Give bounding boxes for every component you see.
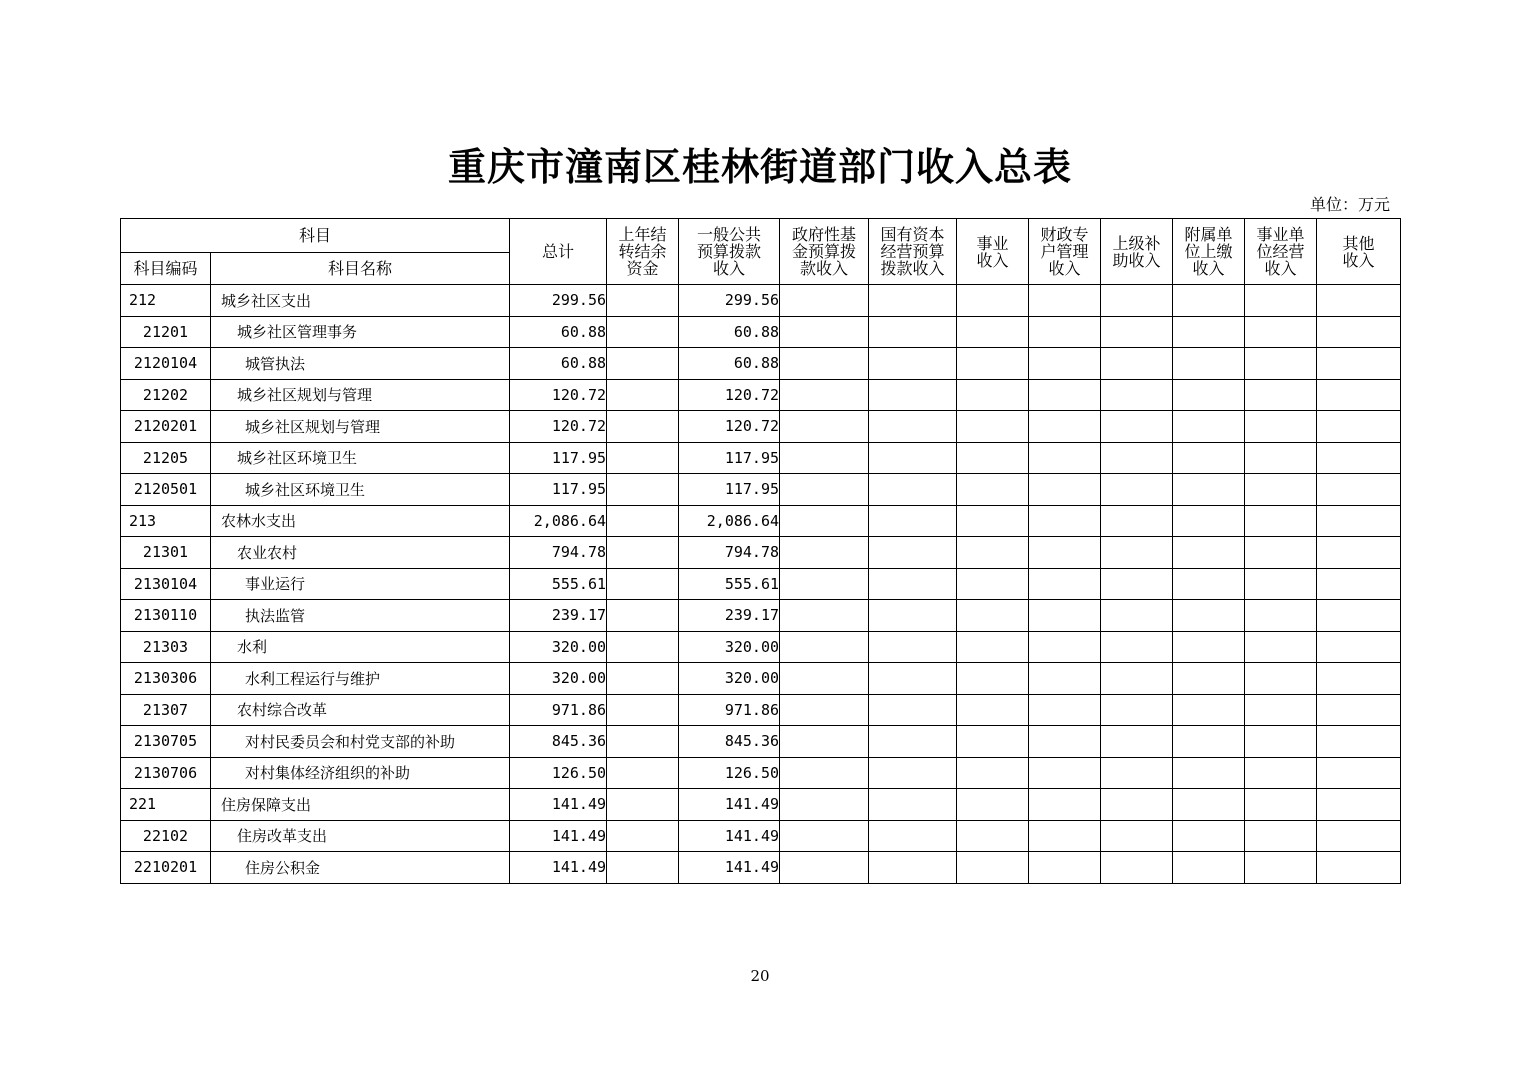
cell-gov-fund <box>780 505 869 537</box>
cell-gov-fund <box>780 316 869 348</box>
header-general-budget: 一般公共 预算拨款 收入 <box>679 219 780 285</box>
cell-gov-fund <box>780 820 869 852</box>
cell-code: 2130104 <box>121 568 211 600</box>
cell-state-capital <box>869 411 957 443</box>
table-row <box>121 631 1401 663</box>
cell-business <box>957 442 1029 474</box>
cell-affiliated <box>1173 789 1245 821</box>
table-row <box>121 411 1401 443</box>
cell-state-capital <box>869 568 957 600</box>
cell-operating <box>1245 757 1317 789</box>
cell-general-budget: 141.49 <box>679 820 780 852</box>
cell-total: 794.78 <box>510 537 607 569</box>
cell-general-budget: 794.78 <box>679 537 780 569</box>
cell-state-capital <box>869 316 957 348</box>
cell-name: 农业农村 <box>211 537 510 569</box>
cell-other <box>1317 285 1401 317</box>
cell-general-budget: 120.72 <box>679 411 780 443</box>
cell-gov-fund <box>780 379 869 411</box>
cell-carryover <box>607 505 679 537</box>
cell-operating <box>1245 537 1317 569</box>
cell-name: 水利 <box>211 631 510 663</box>
cell-operating <box>1245 852 1317 884</box>
cell-state-capital <box>869 694 957 726</box>
cell-business <box>957 600 1029 632</box>
cell-special-account <box>1029 631 1101 663</box>
table-row <box>121 379 1401 411</box>
cell-total: 126.50 <box>510 757 607 789</box>
cell-operating <box>1245 474 1317 506</box>
cell-special-account <box>1029 505 1101 537</box>
cell-operating <box>1245 820 1317 852</box>
cell-special-account <box>1029 379 1101 411</box>
cell-state-capital <box>869 285 957 317</box>
cell-affiliated <box>1173 348 1245 380</box>
cell-affiliated <box>1173 852 1245 884</box>
cell-business <box>957 505 1029 537</box>
cell-general-budget: 60.88 <box>679 316 780 348</box>
cell-total: 555.61 <box>510 568 607 600</box>
cell-name: 住房保障支出 <box>211 789 510 821</box>
cell-code: 21307 <box>121 694 211 726</box>
cell-general-budget: 141.49 <box>679 852 780 884</box>
cell-code: 213 <box>121 505 211 537</box>
cell-carryover <box>607 285 679 317</box>
cell-affiliated <box>1173 537 1245 569</box>
cell-superior-subsidy <box>1101 663 1173 695</box>
cell-gov-fund <box>780 600 869 632</box>
cell-affiliated <box>1173 694 1245 726</box>
page-number: 20 <box>750 967 770 985</box>
cell-gov-fund <box>780 285 869 317</box>
table-row <box>121 505 1401 537</box>
cell-special-account <box>1029 852 1101 884</box>
cell-code: 2130706 <box>121 757 211 789</box>
cell-gov-fund <box>780 852 869 884</box>
cell-carryover <box>607 442 679 474</box>
cell-code: 21303 <box>121 631 211 663</box>
cell-business <box>957 474 1029 506</box>
header-superior-subsidy: 上级补 助收入 <box>1101 219 1173 285</box>
cell-other <box>1317 852 1401 884</box>
cell-operating <box>1245 285 1317 317</box>
cell-total: 971.86 <box>510 694 607 726</box>
cell-affiliated <box>1173 820 1245 852</box>
header-gov-fund: 政府性基 金预算拨 款收入 <box>780 219 869 285</box>
table-row <box>121 852 1401 884</box>
page-title: 重庆市潼南区桂林街道部门收入总表 <box>447 144 1072 189</box>
cell-carryover <box>607 411 679 443</box>
cell-gov-fund <box>780 663 869 695</box>
cell-code: 212 <box>121 285 211 317</box>
cell-superior-subsidy <box>1101 348 1173 380</box>
cell-state-capital <box>869 757 957 789</box>
cell-general-budget: 320.00 <box>679 631 780 663</box>
cell-code: 221 <box>121 789 211 821</box>
cell-business <box>957 820 1029 852</box>
cell-name: 城乡社区规划与管理 <box>211 411 510 443</box>
cell-carryover <box>607 852 679 884</box>
cell-gov-fund <box>780 757 869 789</box>
cell-other <box>1317 694 1401 726</box>
cell-superior-subsidy <box>1101 442 1173 474</box>
cell-affiliated <box>1173 474 1245 506</box>
cell-business <box>957 694 1029 726</box>
header-business: 事业 收入 <box>957 219 1029 285</box>
cell-gov-fund <box>780 631 869 663</box>
cell-business <box>957 568 1029 600</box>
cell-state-capital <box>869 442 957 474</box>
header-operating: 事业单 位经营 收入 <box>1245 219 1317 285</box>
cell-general-budget: 2,086.64 <box>679 505 780 537</box>
cell-total: 120.72 <box>510 411 607 443</box>
cell-carryover <box>607 820 679 852</box>
cell-state-capital <box>869 379 957 411</box>
table-row <box>121 568 1401 600</box>
header-name: 科目名称 <box>211 253 510 285</box>
cell-business <box>957 537 1029 569</box>
cell-other <box>1317 600 1401 632</box>
header-code: 科目编码 <box>121 253 211 285</box>
cell-name: 对村集体经济组织的补助 <box>211 757 510 789</box>
cell-state-capital <box>869 348 957 380</box>
cell-general-budget: 299.56 <box>679 285 780 317</box>
cell-business <box>957 726 1029 758</box>
cell-general-budget: 117.95 <box>679 474 780 506</box>
cell-code: 2130705 <box>121 726 211 758</box>
cell-other <box>1317 505 1401 537</box>
cell-code: 2130306 <box>121 663 211 695</box>
cell-total: 60.88 <box>510 316 607 348</box>
cell-general-budget: 845.36 <box>679 726 780 758</box>
cell-superior-subsidy <box>1101 820 1173 852</box>
cell-superior-subsidy <box>1101 726 1173 758</box>
header-subject: 科目 <box>121 219 510 253</box>
cell-state-capital <box>869 726 957 758</box>
cell-operating <box>1245 663 1317 695</box>
cell-other <box>1317 757 1401 789</box>
cell-special-account <box>1029 820 1101 852</box>
cell-carryover <box>607 568 679 600</box>
cell-total: 117.95 <box>510 442 607 474</box>
cell-total: 320.00 <box>510 663 607 695</box>
cell-name: 城乡社区环境卫生 <box>211 474 510 506</box>
table-row <box>121 757 1401 789</box>
cell-operating <box>1245 316 1317 348</box>
cell-total: 239.17 <box>510 600 607 632</box>
cell-operating <box>1245 694 1317 726</box>
header-special-account: 财政专 户管理 收入 <box>1029 219 1101 285</box>
cell-superior-subsidy <box>1101 789 1173 821</box>
cell-carryover <box>607 631 679 663</box>
header-affiliated: 附属单 位上缴 收入 <box>1173 219 1245 285</box>
cell-special-account <box>1029 537 1101 569</box>
cell-carryover <box>607 726 679 758</box>
cell-state-capital <box>869 474 957 506</box>
cell-gov-fund <box>780 411 869 443</box>
table-row <box>121 537 1401 569</box>
cell-operating <box>1245 568 1317 600</box>
cell-business <box>957 757 1029 789</box>
cell-code: 2210201 <box>121 852 211 884</box>
table-row <box>121 474 1401 506</box>
cell-other <box>1317 663 1401 695</box>
cell-gov-fund <box>780 442 869 474</box>
cell-state-capital <box>869 600 957 632</box>
cell-business <box>957 379 1029 411</box>
table-row <box>121 820 1401 852</box>
cell-state-capital <box>869 537 957 569</box>
cell-code: 2130110 <box>121 600 211 632</box>
cell-special-account <box>1029 726 1101 758</box>
cell-gov-fund <box>780 726 869 758</box>
cell-total: 141.49 <box>510 820 607 852</box>
cell-other <box>1317 379 1401 411</box>
cell-business <box>957 852 1029 884</box>
cell-affiliated <box>1173 726 1245 758</box>
cell-name: 水利工程运行与维护 <box>211 663 510 695</box>
cell-business <box>957 316 1029 348</box>
header-total: 总计 <box>510 219 607 285</box>
cell-carryover <box>607 663 679 695</box>
cell-code: 2120201 <box>121 411 211 443</box>
cell-code: 21205 <box>121 442 211 474</box>
table-row <box>121 348 1401 380</box>
cell-other <box>1317 474 1401 506</box>
cell-general-budget: 120.72 <box>679 379 780 411</box>
cell-name: 城乡社区管理事务 <box>211 316 510 348</box>
cell-superior-subsidy <box>1101 757 1173 789</box>
cell-total: 320.00 <box>510 631 607 663</box>
cell-special-account <box>1029 757 1101 789</box>
cell-superior-subsidy <box>1101 537 1173 569</box>
cell-code: 21301 <box>121 537 211 569</box>
cell-carryover <box>607 600 679 632</box>
cell-affiliated <box>1173 631 1245 663</box>
cell-name: 农林水支出 <box>211 505 510 537</box>
cell-general-budget: 320.00 <box>679 663 780 695</box>
cell-affiliated <box>1173 379 1245 411</box>
cell-name: 农村综合改革 <box>211 694 510 726</box>
cell-special-account <box>1029 316 1101 348</box>
cell-other <box>1317 316 1401 348</box>
cell-other <box>1317 789 1401 821</box>
cell-affiliated <box>1173 600 1245 632</box>
cell-general-budget: 555.61 <box>679 568 780 600</box>
cell-total: 60.88 <box>510 348 607 380</box>
table-row <box>121 285 1401 317</box>
cell-name: 住房改革支出 <box>211 820 510 852</box>
cell-operating <box>1245 600 1317 632</box>
cell-code: 21202 <box>121 379 211 411</box>
cell-state-capital <box>869 663 957 695</box>
cell-affiliated <box>1173 568 1245 600</box>
cell-total: 299.56 <box>510 285 607 317</box>
cell-state-capital <box>869 820 957 852</box>
cell-state-capital <box>869 631 957 663</box>
cell-other <box>1317 537 1401 569</box>
cell-special-account <box>1029 568 1101 600</box>
cell-gov-fund <box>780 474 869 506</box>
cell-total: 2,086.64 <box>510 505 607 537</box>
header-state-capital: 国有资本 经营预算 拨款收入 <box>869 219 957 285</box>
cell-gov-fund <box>780 789 869 821</box>
cell-business <box>957 285 1029 317</box>
cell-special-account <box>1029 411 1101 443</box>
cell-gov-fund <box>780 694 869 726</box>
cell-superior-subsidy <box>1101 505 1173 537</box>
cell-name: 城乡社区规划与管理 <box>211 379 510 411</box>
cell-carryover <box>607 694 679 726</box>
cell-state-capital <box>869 505 957 537</box>
cell-carryover <box>607 316 679 348</box>
cell-business <box>957 631 1029 663</box>
cell-state-capital <box>869 852 957 884</box>
cell-superior-subsidy <box>1101 694 1173 726</box>
table-row <box>121 789 1401 821</box>
cell-name: 事业运行 <box>211 568 510 600</box>
cell-operating <box>1245 726 1317 758</box>
cell-other <box>1317 820 1401 852</box>
table-row <box>121 694 1401 726</box>
cell-carryover <box>607 348 679 380</box>
cell-affiliated <box>1173 663 1245 695</box>
income-summary-table <box>120 218 1401 884</box>
cell-total: 845.36 <box>510 726 607 758</box>
cell-other <box>1317 411 1401 443</box>
cell-general-budget: 239.17 <box>679 600 780 632</box>
cell-operating <box>1245 411 1317 443</box>
cell-general-budget: 117.95 <box>679 442 780 474</box>
cell-superior-subsidy <box>1101 852 1173 884</box>
cell-affiliated <box>1173 316 1245 348</box>
cell-other <box>1317 631 1401 663</box>
cell-superior-subsidy <box>1101 285 1173 317</box>
cell-operating <box>1245 631 1317 663</box>
cell-superior-subsidy <box>1101 379 1173 411</box>
cell-code: 2120104 <box>121 348 211 380</box>
table-row <box>121 726 1401 758</box>
cell-special-account <box>1029 442 1101 474</box>
cell-special-account <box>1029 600 1101 632</box>
cell-operating <box>1245 505 1317 537</box>
cell-superior-subsidy <box>1101 316 1173 348</box>
cell-affiliated <box>1173 285 1245 317</box>
cell-carryover <box>607 379 679 411</box>
cell-carryover <box>607 757 679 789</box>
cell-superior-subsidy <box>1101 600 1173 632</box>
table-row <box>121 663 1401 695</box>
cell-affiliated <box>1173 411 1245 443</box>
cell-operating <box>1245 789 1317 821</box>
cell-superior-subsidy <box>1101 411 1173 443</box>
cell-name: 城乡社区支出 <box>211 285 510 317</box>
table-row <box>121 600 1401 632</box>
table-row <box>121 316 1401 348</box>
cell-business <box>957 348 1029 380</box>
cell-state-capital <box>869 789 957 821</box>
cell-carryover <box>607 537 679 569</box>
cell-total: 141.49 <box>510 852 607 884</box>
cell-code: 22102 <box>121 820 211 852</box>
cell-general-budget: 141.49 <box>679 789 780 821</box>
cell-total: 117.95 <box>510 474 607 506</box>
cell-total: 120.72 <box>510 379 607 411</box>
cell-other <box>1317 348 1401 380</box>
cell-business <box>957 789 1029 821</box>
cell-total: 141.49 <box>510 789 607 821</box>
cell-business <box>957 663 1029 695</box>
cell-operating <box>1245 442 1317 474</box>
cell-gov-fund <box>780 348 869 380</box>
cell-general-budget: 126.50 <box>679 757 780 789</box>
cell-name: 住房公积金 <box>211 852 510 884</box>
cell-code: 21201 <box>121 316 211 348</box>
unit-label: 单位：万元 <box>1309 195 1390 214</box>
cell-name: 城乡社区环境卫生 <box>211 442 510 474</box>
cell-superior-subsidy <box>1101 568 1173 600</box>
table-row <box>121 442 1401 474</box>
cell-superior-subsidy <box>1101 631 1173 663</box>
cell-general-budget: 971.86 <box>679 694 780 726</box>
cell-special-account <box>1029 285 1101 317</box>
cell-affiliated <box>1173 505 1245 537</box>
cell-name: 执法监管 <box>211 600 510 632</box>
header-carryover: 上年结 转结余 资金 <box>607 219 679 285</box>
cell-special-account <box>1029 663 1101 695</box>
cell-other <box>1317 726 1401 758</box>
cell-special-account <box>1029 789 1101 821</box>
cell-affiliated <box>1173 442 1245 474</box>
header-other: 其他 收入 <box>1317 219 1401 285</box>
cell-business <box>957 411 1029 443</box>
cell-other <box>1317 568 1401 600</box>
cell-name: 对村民委员会和村党支部的补助 <box>211 726 510 758</box>
cell-special-account <box>1029 348 1101 380</box>
cell-carryover <box>607 789 679 821</box>
cell-general-budget: 60.88 <box>679 348 780 380</box>
cell-gov-fund <box>780 568 869 600</box>
cell-special-account <box>1029 474 1101 506</box>
cell-operating <box>1245 379 1317 411</box>
cell-name: 城管执法 <box>211 348 510 380</box>
cell-carryover <box>607 474 679 506</box>
cell-operating <box>1245 348 1317 380</box>
cell-other <box>1317 442 1401 474</box>
cell-code: 2120501 <box>121 474 211 506</box>
cell-superior-subsidy <box>1101 474 1173 506</box>
cell-gov-fund <box>780 537 869 569</box>
cell-special-account <box>1029 694 1101 726</box>
table-body <box>121 285 1401 884</box>
cell-affiliated <box>1173 757 1245 789</box>
